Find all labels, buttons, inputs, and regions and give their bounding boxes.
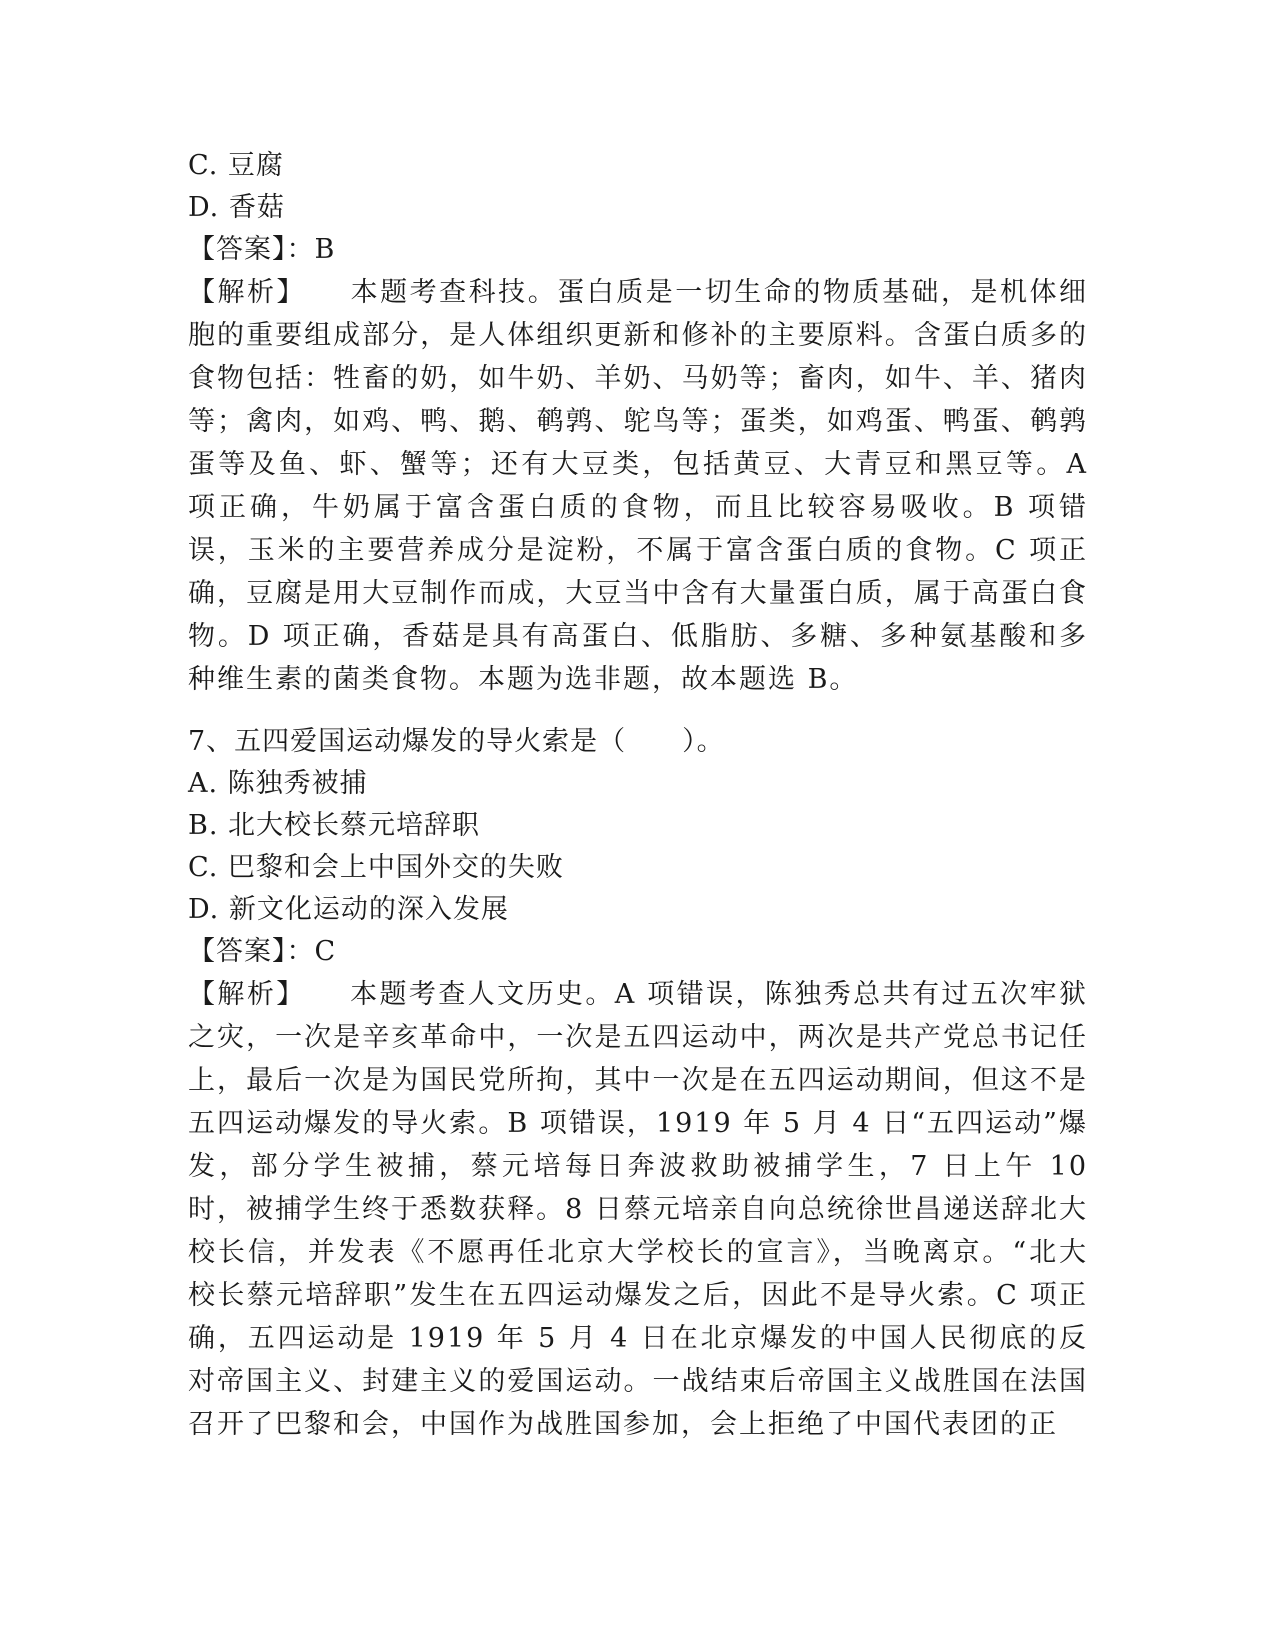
- document-page: [188, 145, 1088, 1446]
- q6-option-c: C. 豆腐: [188, 150, 284, 181]
- q7-option-d: D. 新文化运动的深入发展: [188, 894, 509, 925]
- q7-answer-label: 【答案】：: [188, 936, 315, 967]
- q6-analysis-text: 本题考查科技。蛋白质是一切生命的物质基础，是机体细胞的重要组成部分，是人体组织更新和修补的主要原料。含蛋白质多的食物包括：牲畜的奶，如牛奶、羊奶、马奶等；畜肉，如牛、羊、猪肉等；禽肉，如鸡、鸭、鹅、鹌鹑、鸵鸟等；蛋类，如鸡蛋、鸭蛋、鹌鹑蛋等及鱼、虾、蟹等；还有大豆类，包括黄豆、大青豆和黑豆等。A 项正确，牛奶属于富含蛋白质的食物，而且比较容易吸收。B 项错误，玉米的主要营养成分是淀粉，不属于富含蛋白质的食物。C 项正确，豆腐是用大豆制作而成，大豆当中含有大量蛋白质，属于高蛋白食物。D 项正确，香菇是具有高蛋白、低脂肪、多糖、多种氨基酸和多种维生素的菌类食物。本题为选非题，故本题选 B。: [188, 277, 1089, 695]
- q7-option-a: A. 陈独秀被捕: [188, 768, 368, 799]
- q6-analysis: [188, 271, 1088, 701]
- q6-analysis-label: 【解析】: [188, 277, 307, 308]
- q7-answer-value: C: [314, 936, 337, 967]
- q6-answer: [188, 229, 1088, 271]
- q7-analysis: [188, 973, 1088, 1446]
- q7-analysis-text: 本题考查人文历史。A 项错误，陈独秀总共有过五次牢狱之灾，一次是辛亥革命中，一次是五四运动中，两次是共产党总书记任上，最后一次是为国民党所拘，其中一次是在五四运动期间，但这不是五四运动爆发的导火索。B 项错误，1919 年 5 月 4 日“五四运动”爆发，部分学生被捕，蔡元培每日奔波救助被捕学生，7 日上午 10 时，被捕学生终于悉数获释。8 日蔡元培亲自向总统徐世昌递送辞北大校长信，并发表《不愿再任北京大学校长的宣言》，当晚离京。“北大校长蔡元培辞职”发生在五四运动爆发之后，因此不是导火索。C 项正确，五四运动是 1919 年 5 月 4 日在北京爆发的中国人民彻底的反对帝国主义、封建主义的爱国运动。一战结束后帝国主义战胜国在法国召开了巴黎和会，中国作为战胜国参加，会上拒绝了中国代表团的正: [188, 979, 1089, 1440]
- q7-answer: [188, 931, 1088, 973]
- q7-option-c: C. 巴黎和会上中国外交的失败: [188, 852, 564, 883]
- q6-answer-label: 【答案】：: [188, 234, 315, 265]
- q7-question: 7、五四爱国运动爆发的导火索是（ ）。: [188, 726, 725, 757]
- q7-option-b: B. 北大校长蔡元培辞职: [188, 810, 481, 841]
- question-gap: [188, 701, 1088, 721]
- q6-option-d: D. 香菇: [188, 192, 285, 223]
- q6-answer-value: B: [314, 234, 336, 265]
- q7-analysis-label: 【解析】: [188, 979, 306, 1010]
